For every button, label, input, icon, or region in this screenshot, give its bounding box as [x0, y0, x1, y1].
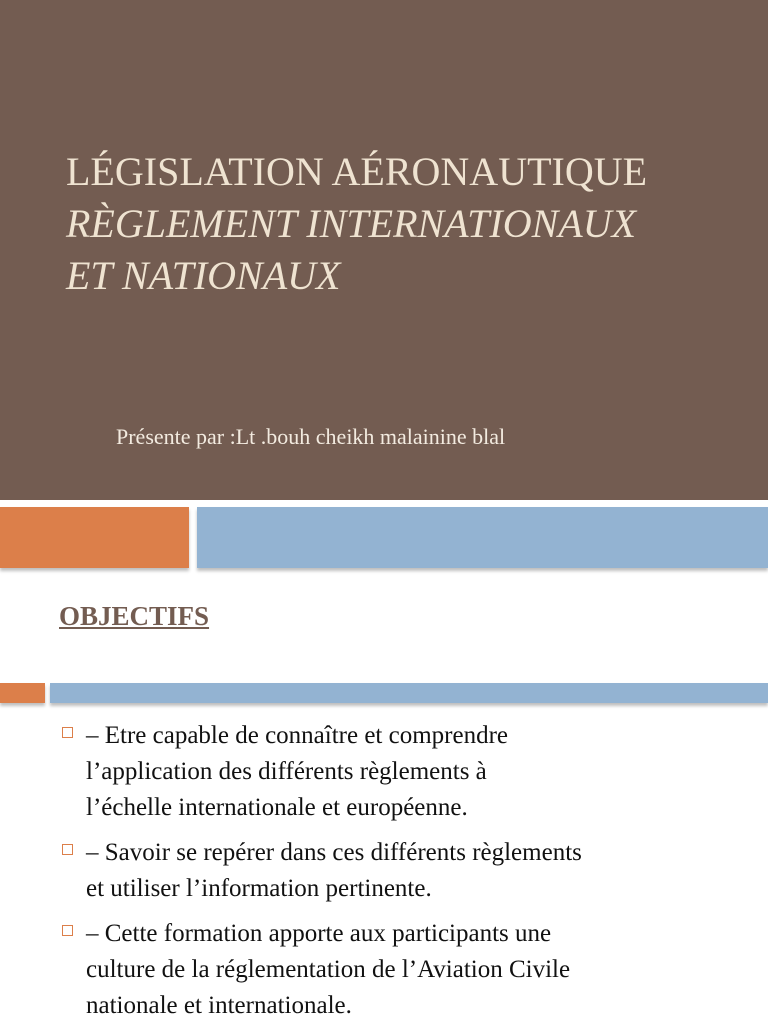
list-item: [60, 835, 760, 907]
hollow-square-icon: [62, 727, 73, 738]
bullet-text: – Cette formation apporte aux participants une culture de la réglementation de l’Aviation Civile nationale et internationale.: [86, 920, 571, 1019]
presenter-text: Présente par :Lt .bouh cheikh malainine blal: [116, 424, 506, 449]
blue-divider-bar: [50, 683, 768, 703]
hollow-square-icon: [62, 844, 73, 855]
slide-title: [66, 146, 756, 302]
bullet-text: – Savoir se repérer dans ces différents règlements et utiliser l’information pertinente.: [86, 839, 582, 902]
bullet-text: – Etre capable de connaître et comprendre l’application des différents règlements à l’échelle internationale et européenne.: [86, 722, 508, 821]
title-slide-panel: [0, 0, 768, 500]
title-line-1: LÉGISLATION AÉRONAUTIQUE: [66, 149, 648, 194]
hollow-square-icon: [62, 925, 73, 936]
blue-accent-bar: [197, 507, 768, 568]
title-line-3: ET NATIONAUX: [66, 253, 341, 298]
list-item: [60, 916, 760, 1024]
objectives-list: [60, 718, 760, 1024]
orange-accent-bar: [0, 507, 189, 568]
list-item: [60, 718, 760, 826]
orange-divider-bar: [0, 683, 45, 703]
title-line-2: RÈGLEMENT INTERNATIONAUX: [66, 201, 637, 246]
objectifs-heading: OBJECTIFS: [59, 601, 210, 631]
